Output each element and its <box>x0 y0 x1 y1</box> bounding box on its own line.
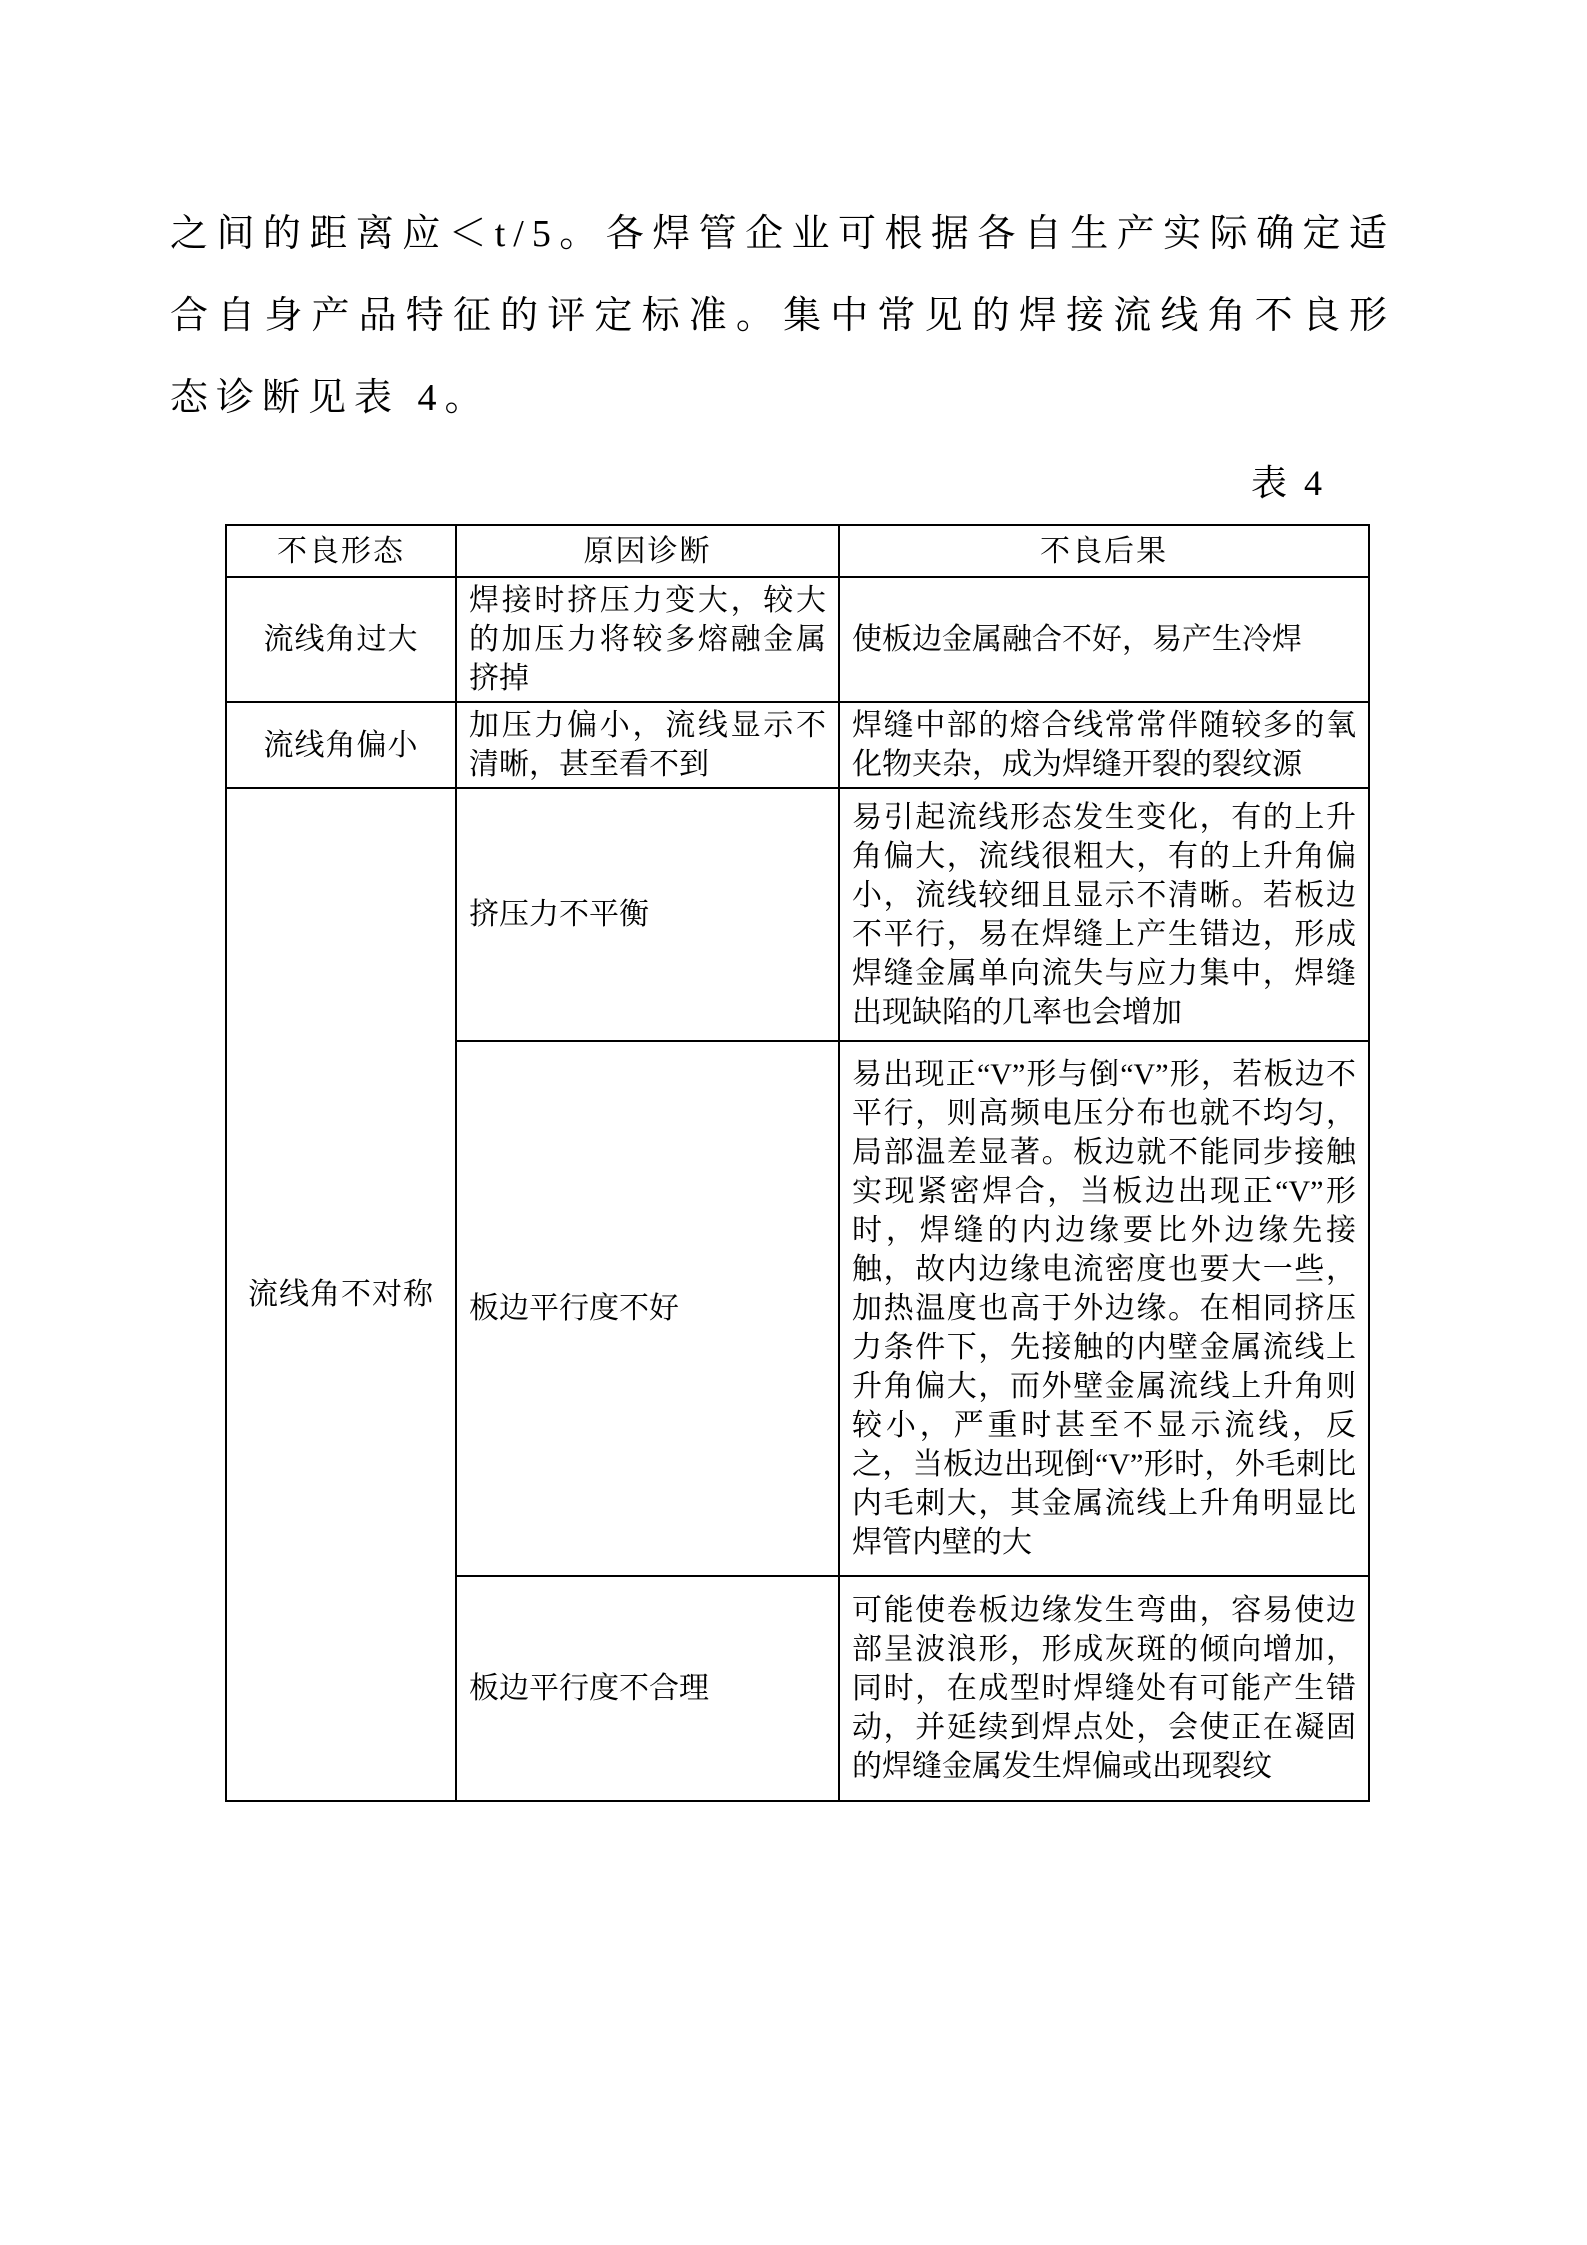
cause-cell: 焊接时挤压力变大，较大的加压力将较多熔融金属挤掉 <box>456 577 839 702</box>
body-paragraph: 之间的距离应＜t/5。各焊管企业可根据各自生产实际确定适合自身产品特征的评定标准。集中常见的焊接流线角不良形态诊断见表 4。 <box>170 213 1395 419</box>
defect-form-cell-merged: 流线角不对称 <box>226 788 456 1801</box>
column-header-bad-consequence: 不良后果 <box>839 525 1369 577</box>
table-caption: 表 4 <box>1250 463 1326 503</box>
cause-cell: 加压力偏小，流线显示不清晰，甚至看不到 <box>456 702 839 788</box>
consequence-cell: 易出现正“V”形与倒“V”形，若板边不平行，则高频电压分布也就不均匀，局部温差显著。板边就不能同步接触实现紧密焊合，当板边出现正“V”形时，焊缝的内边缘要比外边缘先接触，故内边缘电流密度也要大一些，加热温度也高于外边缘。在相同挤压力条件下，先接触的内壁金属流线上升角偏大，而外壁金属流线上升角则较小，严重时甚至不显示流线，反之，当板边出现倒“V”形时，外毛刺比内毛刺大，其金属流线上升角明显比焊管内壁的大 <box>839 1041 1369 1576</box>
consequence-cell: 焊缝中部的熔合线常常伴随较多的氧化物夹杂，成为焊缝开裂的裂纹源 <box>839 702 1369 788</box>
table-row <box>226 577 1369 702</box>
defect-form-cell: 流线角偏小 <box>226 702 456 788</box>
cause-cell: 板边平行度不好 <box>456 1041 839 1576</box>
defect-form-cell: 流线角过大 <box>226 577 456 702</box>
cause-cell: 板边平行度不合理 <box>456 1576 839 1801</box>
table-row <box>226 788 1369 1041</box>
table-row <box>226 702 1369 788</box>
consequence-cell: 使板边金属融合不好，易产生冷焊 <box>839 577 1369 702</box>
column-header-cause-diagnosis: 原因诊断 <box>456 525 839 577</box>
consequence-cell: 可能使卷板边缘发生弯曲，容易使边部呈波浪形，形成灰斑的倾向增加，同时，在成型时焊缝处有可能产生错动，并延续到焊点处，会使正在凝固的焊缝金属发生焊偏或出现裂纹 <box>839 1576 1369 1801</box>
defect-diagnosis-table <box>225 524 1370 1802</box>
column-header-defect-form: 不良形态 <box>226 525 456 577</box>
table-header-row <box>226 525 1369 577</box>
cause-cell: 挤压力不平衡 <box>456 788 839 1041</box>
consequence-cell: 易引起流线形态发生变化，有的上升角偏大，流线很粗大，有的上升角偏小，流线较细且显示不清晰。若板边不平行，易在焊缝上产生错边，形成焊缝金属单向流失与应力集中，焊缝出现缺陷的几率也会增加 <box>839 788 1369 1041</box>
